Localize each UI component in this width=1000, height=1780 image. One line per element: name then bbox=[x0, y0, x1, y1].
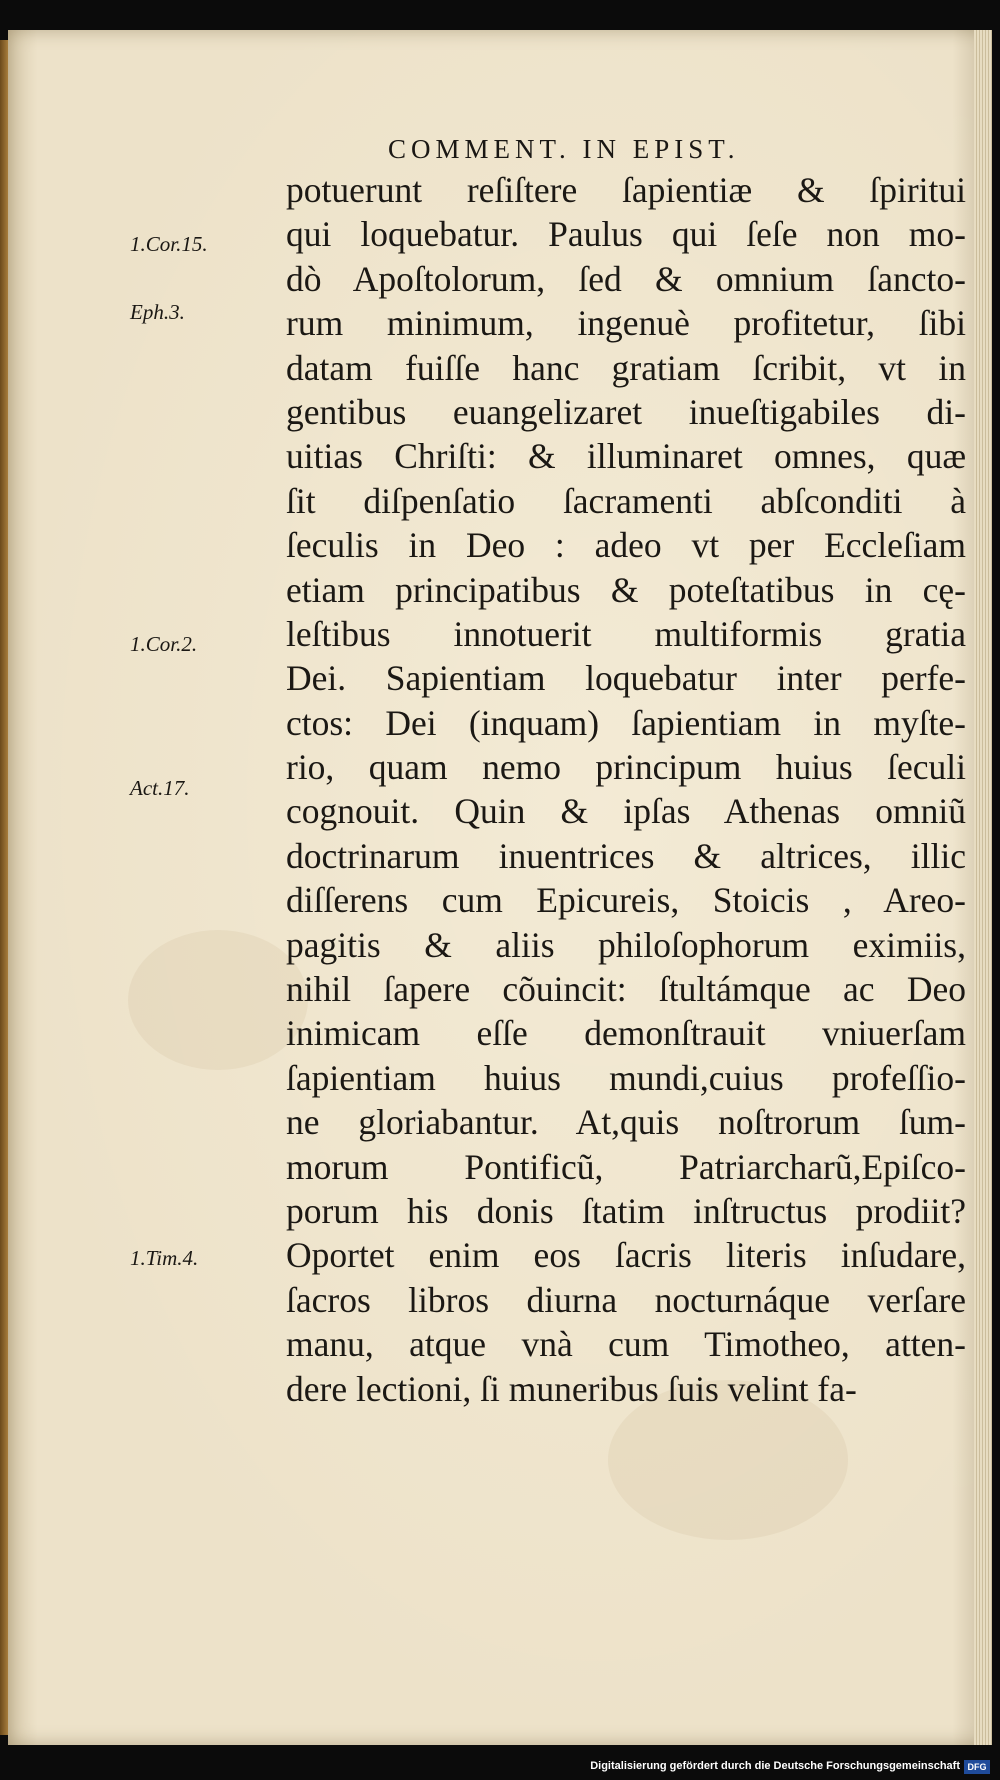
text-line: datam fuiſſe hanc gratiam ſcribit, vt in bbox=[286, 347, 966, 388]
text-line: inimicam eſſe demonſtrauit vniuerſam bbox=[286, 1013, 966, 1054]
text-line: ſit diſpenſatio ſacramenti abſconditi à bbox=[286, 480, 966, 521]
body-text-block bbox=[286, 168, 966, 1411]
text-line: dere lectioni, ſi muneribus ſuis velint fa- bbox=[286, 1368, 857, 1409]
text-line: rum minimum, ingenuè profitetur, ſibi bbox=[286, 303, 966, 344]
text-line: qui loquebatur. Paulus qui ſeſe non mo- bbox=[286, 214, 966, 255]
page-edges bbox=[974, 30, 992, 1745]
text-line: ſeculis in Deo : adeo vt per Eccleſiam bbox=[286, 525, 966, 566]
text-line: uitias Chriſti: & illuminaret omnes, quæ bbox=[286, 436, 966, 477]
margin-note-eph3: Eph.3. bbox=[130, 300, 185, 324]
text-line: ſacros libros diurna nocturnáque verſare bbox=[286, 1279, 966, 1320]
text-line: Oportet enim eos ſacris literis inſudare, bbox=[286, 1235, 966, 1276]
text-line: cognouit. Quin & ipſas Athenas omniũ bbox=[286, 791, 966, 832]
text-line: ne gloriabantur. At,quis noſtrorum ſum- bbox=[286, 1102, 966, 1143]
text-line: ctos: Dei (inquam) ſapientiam in myſte- bbox=[286, 702, 966, 743]
dfg-logo: DFG bbox=[964, 1760, 990, 1774]
text-line: rio, quam nemo principum huius ſeculi bbox=[286, 747, 966, 788]
text-line: porum his donis ſtatim inſtructus prodiit? bbox=[286, 1190, 966, 1231]
text-line: doctrinarum inuentrices & altrices, illic bbox=[286, 835, 966, 876]
text-line: leſtibus innotuerit multiformis gratia bbox=[286, 613, 966, 654]
text-line: etiam principatibus & poteſtatibus in cę- bbox=[286, 569, 966, 610]
margin-note-cor2: 1.Cor.2. bbox=[130, 632, 198, 656]
text-line: manu, atque vnà cum Timotheo, atten- bbox=[286, 1324, 966, 1365]
text-line: ſapientiam huius mundi,cuius profeſſio- bbox=[286, 1057, 966, 1098]
text-line: nihil ſapere cõuincit: ſtultámque ac Deo bbox=[286, 969, 966, 1010]
margin-note-cor15: 1.Cor.15. bbox=[130, 232, 208, 256]
text-line: gentibus euangelizaret inueſtigabiles di- bbox=[286, 391, 966, 432]
text-line: potuerunt reſiſtere ſapientiæ & ſpiritui bbox=[286, 170, 966, 210]
text-line: dò Apoſtolorum, ſed & omnium ſancto- bbox=[286, 258, 966, 299]
paper-stain bbox=[128, 930, 308, 1070]
footer-bar bbox=[0, 1746, 1000, 1780]
margin-note-tim4: 1.Tim.4. bbox=[130, 1246, 199, 1270]
text-line: diſſerens cum Epicureis, Stoicis , Areo- bbox=[286, 880, 966, 921]
text-line: Dei. Sapientiam loquebatur inter perfe- bbox=[286, 658, 966, 699]
digitization-credit: Digitalisierung gefördert durch die Deutsche Forschungsgemeinschaft bbox=[590, 1760, 960, 1772]
margin-note-act17: Act.17. bbox=[130, 776, 190, 800]
text-line: pagitis & aliis philoſophorum eximiis, bbox=[286, 924, 966, 965]
running-header: COMMENT. IN EPIST. bbox=[388, 134, 740, 164]
text-line: morum Pontificũ, Patriarcharũ,Epiſco- bbox=[286, 1146, 966, 1187]
